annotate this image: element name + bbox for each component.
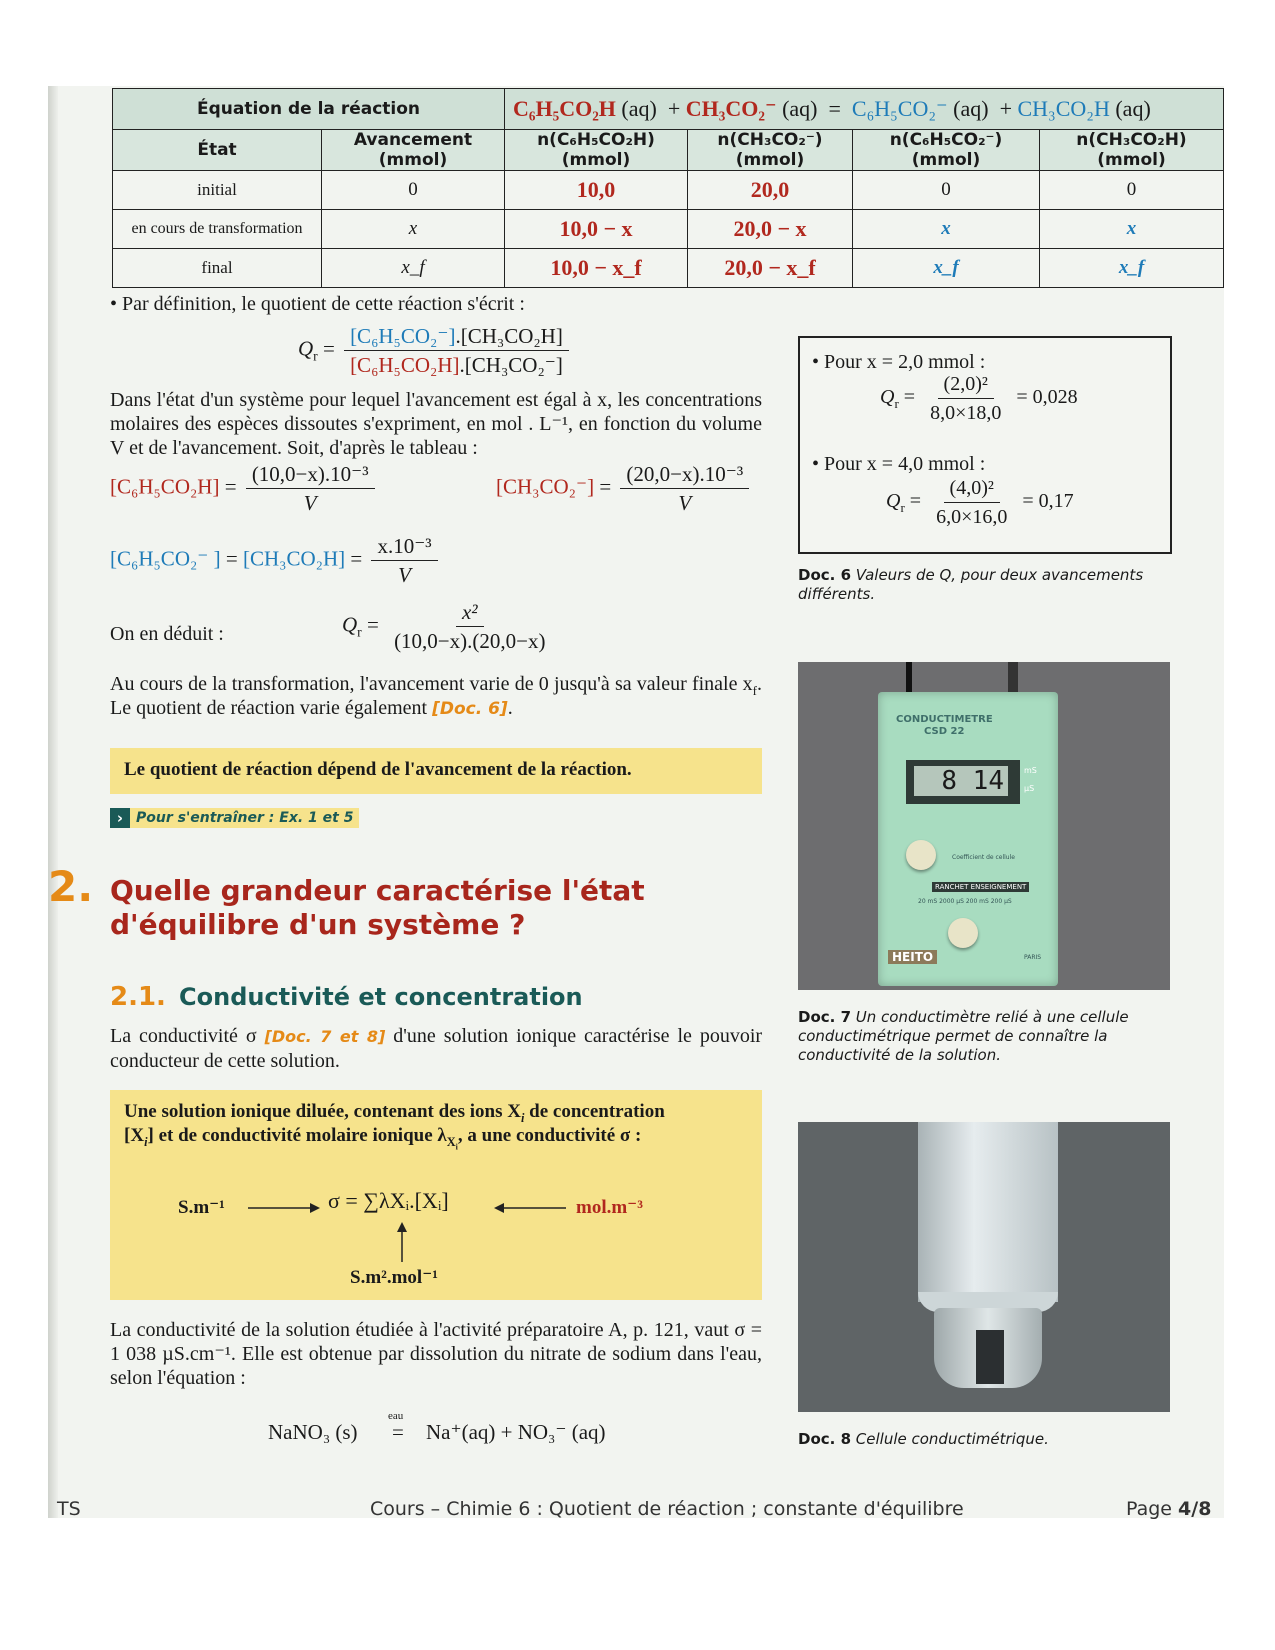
row-c3: x_f (853, 249, 1040, 288)
doc7-caption: Doc. 7 Un conductimètre relié à une cellule conductimétrique permet de connaître la conductivité de la solution. (798, 1008, 1129, 1064)
doc6-caption: Doc. 6 Valeurs de Q, pour deux avancements différents. (798, 566, 1144, 603)
row-c1: 10,0 (505, 171, 688, 210)
range-knob (948, 918, 978, 948)
chevron-right-icon: › (110, 808, 130, 828)
nitrate-paragraph: La conductivité de la solution étudiée à l'activité préparatoire A, p. 121, vaut σ = 1 038 µS.cm⁻¹. Elle est obtenue par dissolution du nitrate de sodium dans l'eau, selon l'équation : (110, 1319, 762, 1389)
col-n1: n(C₆H₅CO₂H) (mmol) (505, 130, 688, 171)
row-etat: final (113, 249, 322, 288)
footer-class: TS (57, 1498, 81, 1520)
key-statement: Le quotient de réaction dépend de l'avancement de la réaction. (124, 759, 632, 780)
scanned-page (48, 86, 1224, 1518)
row-c4: 0 (1040, 171, 1224, 210)
formula-ch3co2-minus: [CH₃CO₂⁻] = $\frac{\text{(20,0−x).10⁻³}}{V}$ (496, 462, 753, 515)
conductivity-paragraph: La conductivité σ [Doc. 7 et 8] d'une solution ionique caractérise le pouvoir conducteur de cette solution. (110, 1025, 763, 1072)
row-etat: en cours de transformation (113, 210, 322, 249)
device-screen (906, 760, 1020, 804)
exercise-label: Pour s'entraîner : Ex. 1 et 5 (130, 808, 359, 828)
doc6-formula2: $Q_r$ = $\frac{\text{(4,0)²}}{6,0\times 16,0}$ = 0,17 (886, 477, 1074, 528)
device-maker: RANCHET ENSEIGNEMENT (932, 882, 1029, 892)
table-row (113, 249, 1224, 288)
doc6-formula1: $Q_r$ = $\frac{\text{(2,0)²}}{8,0\times 18,0}$ = 0,028 (880, 373, 1078, 424)
dissolution-equation-left: NaNO₃ (s) (268, 1420, 358, 1444)
unit-conductivity: S.m⁻¹ (178, 1197, 225, 1218)
row-c2: 20,0 − x (688, 210, 853, 249)
row-av: x_f (322, 249, 505, 288)
deduction-label: On en déduit : (110, 623, 224, 645)
row-c4: x_f (1040, 249, 1224, 288)
arrow-left-icon (494, 1202, 566, 1214)
row-etat: initial (113, 171, 322, 210)
device-reading: 8 14 (914, 766, 1008, 796)
footer-page: Page 4/8 (1126, 1498, 1212, 1520)
unit-concentration: mol.m⁻³ (576, 1197, 643, 1218)
reaction-equation: C₆H₅CO₂H (aq) + CH₃CO₂⁻ (aq) = C₆H₅CO₂⁻ (aq) + CH₃CO₂H (aq) (505, 89, 1224, 130)
device-unit-us: µS (1024, 784, 1035, 793)
col-n4: n(CH₃CO₂H) (mmol) (1040, 130, 1224, 171)
equation-label: Équation de la réaction (113, 89, 505, 130)
reaction-table (112, 88, 1224, 288)
arrow-up-icon (396, 1222, 408, 1262)
row-c3: 0 (853, 171, 1040, 210)
row-c2: 20,0 (688, 171, 853, 210)
table-column-headers (113, 130, 1224, 171)
section-title: Quelle grandeur caractérise l'état d'équilibre d'un système ? (110, 874, 645, 941)
doc6-line1: • Pour x = 2,0 mmol : (812, 351, 986, 373)
concentration-paragraph: Dans l'état d'un système pour lequel l'avancement est égal à x, les concentrations molaires des espèces dissoutes s'expriment, en mol . L⁻¹, en fonction du volume V et de l'avancement. Soit, d'après le tableau : (110, 389, 762, 459)
device-brand: CONDUCTIMETRE (896, 714, 993, 725)
table-row (113, 171, 1224, 210)
device-city: PARIS (1024, 954, 1042, 961)
exercise-link[interactable] (110, 807, 359, 829)
subsection-heading: 2.1. Conductivité et concentration (110, 982, 583, 1012)
key-statement-box (110, 748, 762, 794)
conductivity-formula: σ = ∑λXᵢ.[Xᵢ] (328, 1188, 449, 1213)
cell-electrode-plate (976, 1330, 1004, 1384)
section-number: 2. (48, 862, 94, 911)
conductivity-law-box (110, 1090, 762, 1300)
doc8-caption: Doc. 8 Cellule conductimétrique. (798, 1430, 1049, 1448)
unit-molar-conductivity: S.m².mol⁻¹ (350, 1267, 438, 1288)
doc8-photo (798, 1122, 1170, 1412)
table-row (113, 210, 1224, 249)
conductivity-law-text: Une solution ionique diluée, contenant des ions $X_i$ de concentration $[X_i]$ et de conductivité molaire ionique $\lambda_{X_i}$, a une conductivité σ : (124, 1101, 665, 1152)
dissolution-equation-right: Na⁺(aq) + NO₃⁻ (aq) (426, 1420, 606, 1444)
table-equation-row (113, 89, 1224, 130)
cell-glass-tube (918, 1122, 1058, 1302)
formula-c6h5co2h: [C₆H₅CO₂H] = $\frac{\text{(10,0−x).10⁻³}}{V}$ (110, 462, 379, 515)
row-c1: 10,0 − x_f (505, 249, 688, 288)
row-av: 0 (322, 171, 505, 210)
col-n2: n(CH₃CO₂⁻) (mmol) (688, 130, 853, 171)
formula-products: [C₆H₅CO₂⁻ ] = [CH₃CO₂H] = $\frac{\text{x.10⁻³}}{V}$ (110, 534, 442, 587)
col-etat: État (113, 130, 322, 171)
coefficient-knob (906, 840, 936, 870)
conductimeter-device (878, 692, 1058, 986)
doc6-box (798, 336, 1172, 554)
row-c2: 20,0 − x_f (688, 249, 853, 288)
page-spine-shadow (48, 86, 58, 1518)
row-av: x (322, 210, 505, 249)
qr-definition-formula: $Q_r$ = $\frac{\text{[C₆H₅CO₂⁻].[CH₃CO₂H]}}{\text{[C₆H₅CO₂H].[CH₃CO₂⁻]}}$ (298, 324, 573, 377)
doc7-photo (798, 662, 1170, 990)
device-model: CSD 22 (924, 726, 965, 737)
device-scale: 20 mS 2000 µS 200 mS 200 µS (918, 898, 1012, 905)
dissolution-solvent: eau (388, 1410, 404, 1422)
col-n3: n(C₆H₅CO₂⁻) (mmol) (853, 130, 1040, 171)
arrow-right-icon (248, 1202, 320, 1214)
dissolution-equals: = (392, 1420, 404, 1444)
footer-title: Cours – Chimie 6 : Quotient de réaction ; constante d'équilibre (370, 1498, 964, 1520)
row-c1: 10,0 − x (505, 210, 688, 249)
doc6-line2: • Pour x = 4,0 mmol : (812, 453, 986, 475)
definition-paragraph: • Par définition, le quotient de cette réaction s'écrit : (110, 293, 525, 315)
qr-function-formula: $Q_r$ = $\frac{\text{x²}}{(10,0-x).(20,0-x)}$ (342, 600, 546, 653)
row-c4: x (1040, 210, 1224, 249)
device-coef-label: Coefficient de cellule (952, 854, 1015, 861)
device-logo: HEITO (888, 950, 937, 964)
device-unit-ms: mS (1024, 766, 1037, 775)
variation-paragraph: Au cours de la transformation, l'avancement varie de 0 jusqu'à sa valeur finale $x_f$. Le quotient de réaction varie également [Doc. 6]. (110, 673, 762, 719)
col-avancement: Avancement (mmol) (322, 130, 505, 171)
row-c3: x (853, 210, 1040, 249)
